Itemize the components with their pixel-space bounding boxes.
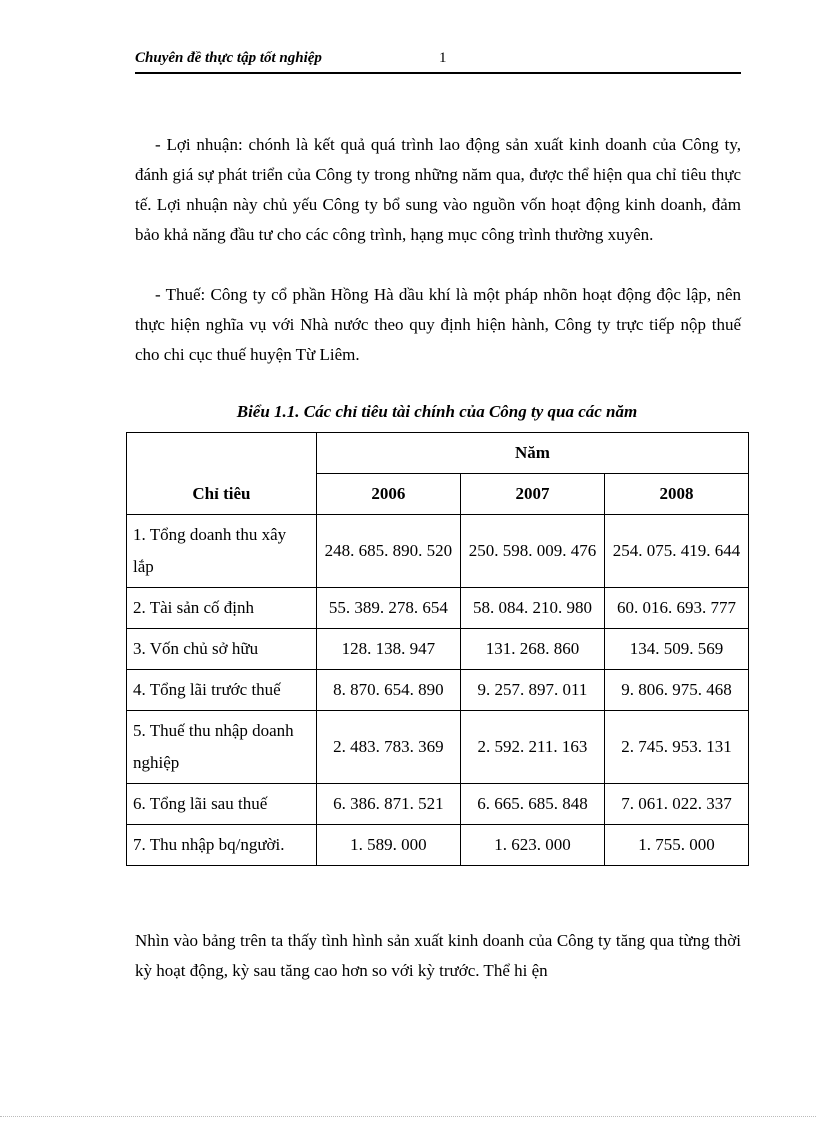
row-label: 6. Tổng lãi sau thuế [127, 784, 317, 825]
row-label: 5. Thuế thu nhập doanh nghiệp [127, 711, 317, 784]
row-value: 9. 257. 897. 011 [460, 670, 604, 711]
table-row [127, 784, 749, 825]
row-value: 58. 084. 210. 980 [460, 588, 604, 629]
row-value: 7. 061. 022. 337 [604, 784, 748, 825]
row-value: 60. 016. 693. 777 [604, 588, 748, 629]
paragraph-profit: - Lợi nhuận: chónh là kết quả quá trình lao động sản xuất kinh doanh của Công ty, đánh giá sự phát triển của Công ty trong những năm qua, được thể hiện qua chỉ tiêu thực tế. Lợi nhuận này chủ yếu Công ty bổ sung vào nguồn vốn hoạt động kinh doanh, đảm bảo khả năng đầu tư cho các công trình, hạng mục công trình thường xuyên. [135, 135, 741, 244]
row-value: 2. 483. 783. 369 [316, 711, 460, 784]
row-value: 1. 589. 000 [316, 825, 460, 866]
row-value: 254. 075. 419. 644 [604, 515, 748, 588]
paragraph-tax: - Thuế: Công ty cổ phần Hồng Hà dầu khí là một pháp nhõn hoạt động độc lập, nên thực hiện nghĩa vụ với Nhà nước theo quy định hiện hành, Công ty trực tiếp nộp thuế cho chi cục thuế huyện Từ Liêm. [135, 285, 741, 364]
table-row [127, 670, 749, 711]
table-caption: Biểu 1.1. Các chỉ tiêu tài chính của Công ty qua các năm [236, 402, 638, 421]
row-label: 1. Tổng doanh thu xây lắp [127, 515, 317, 588]
row-label: 2. Tài sản cố định [127, 588, 317, 629]
row-label: 4. Tổng lãi trước thuế [127, 670, 317, 711]
table-row [127, 711, 749, 784]
row-value: 6. 386. 871. 521 [316, 784, 460, 825]
row-value: 2. 745. 953. 131 [604, 711, 748, 784]
page-bottom-divider [0, 1116, 816, 1117]
indicator-header-label: Chỉ tiêu [192, 484, 251, 503]
indicator-column-header [127, 433, 317, 515]
row-value: 55. 389. 278. 654 [316, 588, 460, 629]
page-number: 1 [439, 50, 447, 66]
row-label: 3. Vốn chủ sở hữu [127, 629, 317, 670]
row-label: 7. Thu nhập bq/người. [127, 825, 317, 866]
table-row [127, 588, 749, 629]
row-value: 1. 755. 000 [604, 825, 748, 866]
row-value: 8. 870. 654. 890 [316, 670, 460, 711]
row-value: 134. 509. 569 [604, 629, 748, 670]
row-value: 1. 623. 000 [460, 825, 604, 866]
row-value: 2. 592. 211. 163 [460, 711, 604, 784]
financial-indicators-table [126, 432, 749, 866]
row-value: 6. 665. 685. 848 [460, 784, 604, 825]
row-value: 128. 138. 947 [316, 629, 460, 670]
row-value: 248. 685. 890. 520 [316, 515, 460, 588]
header-title: Chuyên đề thực tập tốt nghiệp [135, 50, 322, 66]
year-header-2007: 2007 [460, 474, 604, 515]
paragraph-analysis: Nhìn vào bảng trên ta thấy tình hình sản xuất kinh doanh của Công ty tăng qua từng thời kỳ hoạt động, kỳ sau tăng cao hơn so với kỳ trước. Thể hi ện [135, 931, 741, 980]
table-row [127, 825, 749, 866]
table-header-row [127, 433, 749, 474]
table-row [127, 629, 749, 670]
page-header [135, 48, 741, 74]
row-value: 9. 806. 975. 468 [604, 670, 748, 711]
year-group-header: Năm [316, 433, 748, 474]
year-header-2008: 2008 [604, 474, 748, 515]
row-value: 131. 268. 860 [460, 629, 604, 670]
row-value: 250. 598. 009. 476 [460, 515, 604, 588]
year-header-2006: 2006 [316, 474, 460, 515]
table-row [127, 515, 749, 588]
